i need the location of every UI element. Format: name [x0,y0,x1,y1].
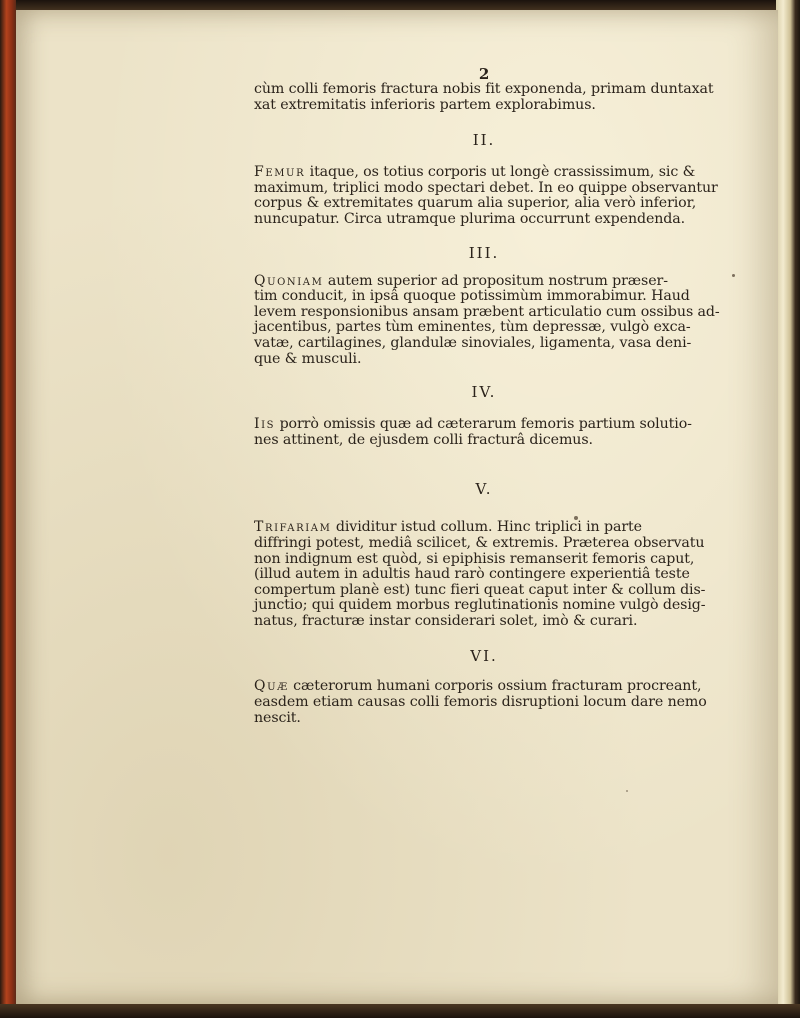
section-lead-word: Quoniam [254,272,324,289]
text-line: tim conducit, in ipsâ quoque potissimùm immorabimur. Haud [254,288,690,305]
section-lead-word: Trifariam [254,519,332,536]
text-line: diffringi potest, mediâ scilicet, & extremis. Præterea observatu [254,534,705,551]
section-paragraph [254,272,720,368]
section-paragraph [254,520,714,629]
text-line: jacentibus, partes tùm eminentes, tùm depressæ, vulgò exca- [254,319,691,336]
text-line: itaque, os totius corporis ut longè crassissimum, sic & [309,164,696,181]
text-line: natus, fracturæ instar considerari solet, imò & curari. [254,612,638,629]
section-numeral: III. [468,243,500,262]
text-line: easdem etiam causas colli femoris disruptioni locum dare nemo [254,694,707,711]
section-lead-word: Quæ [254,678,289,695]
section-numeral: VI. [470,647,498,666]
text-line: nescit. [254,709,301,726]
text-line: (illud autem in adultis haud rarò contingere experientiâ teste [254,566,690,583]
section-numeral: II. [472,131,496,150]
intro-paragraph [254,82,714,113]
text-line: vatæ, cartilagines, glandulæ sinoviales, ligamenta, vasa deni- [254,334,692,351]
section-lead-word: Iis [254,416,276,433]
text-line: compertum planè est) tunc fieri queat caput inter & collum dis- [254,581,706,598]
section-paragraph [254,679,714,726]
text-line: nes attinent, de ejusdem colli fracturâ dicemus. [254,431,593,448]
text-line: cæterorum humani corporis ossium fracturam procreant, [293,678,702,695]
section-paragraph [254,417,714,448]
book-bottom-edge [0,1004,800,1018]
section-numeral: V. [475,480,493,499]
section-lead-word: Femur [254,164,306,181]
text-line: corpus & extremitates quarum alia superior, alia verò inferior, [254,195,697,212]
text-line: junctio; qui quidem morbus reglutinationis nomine vulgò desig- [254,597,706,614]
text-line: autem superior ad propositum nostrum præser- [327,272,668,289]
page-text [254,65,720,726]
text-line: nuncupatur. Circa utramque plurima occurrunt expendenda. [254,210,686,227]
page-number: 2 [478,65,490,83]
text-line: non indignum est quòd, si epiphisis remanserit femoris caput, [254,550,695,567]
book-binding-left [0,0,16,1018]
text-line: xat extremitatis inferioris partem explorabimus. [254,96,596,113]
text-line: maximum, triplici modo spectari debet. In eo quippe observantur [254,179,718,196]
ink-fleck [732,274,735,277]
text-line: porrò omissis quæ ad cæterarum femoris partium solutio- [279,416,692,433]
text-line: dividitur istud collum. Hinc triplici in parte [335,519,642,536]
ink-fleck [626,790,628,792]
text-line: cùm colli femoris fractura nobis fit exponenda, primam duntaxat [254,81,714,97]
text-line: levem responsionibus ansam præbent articulatio cum ossibus ad- [254,303,720,320]
section-paragraph [254,164,718,227]
section-numeral: IV. [471,383,497,402]
book-fore-edge-right [776,0,800,1018]
text-line: que & musculi. [254,350,362,367]
